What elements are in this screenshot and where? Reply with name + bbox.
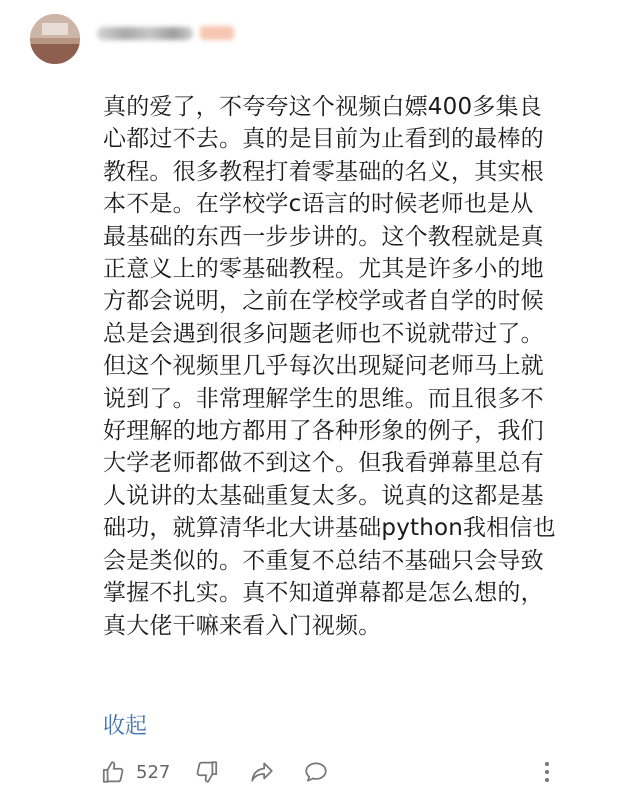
comment-line: 方都会说明，之前在学校学或者自学的时候 — [103, 288, 544, 315]
comment-line: 真的爱了，不夸夸这个视频白嫖400多集良 — [103, 94, 542, 120]
comment-line: 最基础的东西一步步讲的。这个教程就是真 — [103, 223, 544, 250]
comment-line: 大学老师都做不到这个。但我看弹幕里总有 — [103, 450, 544, 477]
comment-line: 说到了。非常理解学生的思维。而且很多不 — [103, 385, 544, 412]
comment-line: 本不是。在学校学c语言的时候老师也是从 — [103, 191, 534, 218]
like-button[interactable] — [100, 756, 170, 788]
comment-line: 掌握不扎实。真不知道弹幕都是怎么想的， — [103, 580, 544, 607]
comment-line: 好理解的地方都用了各种形象的例子，我们 — [103, 418, 544, 445]
thumbs-down-icon — [194, 759, 220, 785]
level-badge-blurred — [200, 26, 234, 40]
comment-line: 总是会遇到很多问题老师也不说就带过了。 — [103, 320, 544, 347]
comment-line: 础功，就算清华北大讲基础python我相信也 — [103, 515, 556, 542]
share-button[interactable] — [249, 756, 275, 788]
comment-line: 心都过不去。真的是目前为止看到的最棒的 — [103, 126, 544, 153]
more-button[interactable] — [540, 756, 554, 788]
share-icon — [249, 759, 275, 785]
avatar-board — [42, 23, 68, 35]
reply-button[interactable] — [303, 756, 329, 788]
comment-actions — [100, 756, 570, 788]
dislike-button[interactable] — [194, 756, 220, 788]
comment-line: 教程。很多教程打着零基础的名义，其实根 — [103, 158, 544, 185]
reply-icon — [303, 759, 329, 785]
thumbs-up-icon — [100, 759, 126, 785]
like-count: 527 — [136, 761, 171, 783]
avatar-desk — [30, 44, 80, 64]
comment-line: 但这个视频里几乎每次出现疑问老师马上就 — [103, 353, 544, 380]
avatar[interactable] — [30, 14, 80, 64]
username-blurred[interactable] — [97, 27, 193, 40]
comment-line: 会是类似的。不重复不总结不基础只会导致 — [103, 547, 544, 574]
comment-text — [103, 91, 569, 642]
collapse-link[interactable]: 收起 — [103, 714, 148, 739]
more-vertical-icon — [540, 759, 554, 785]
comment-line: 人说讲的太基础重复太多。说真的这都是基 — [103, 482, 544, 509]
comment-line: 正意义上的零基础教程。尤其是许多小的地 — [103, 256, 544, 283]
comment-line: 真大佬干嘛来看入门视频。 — [103, 612, 382, 639]
